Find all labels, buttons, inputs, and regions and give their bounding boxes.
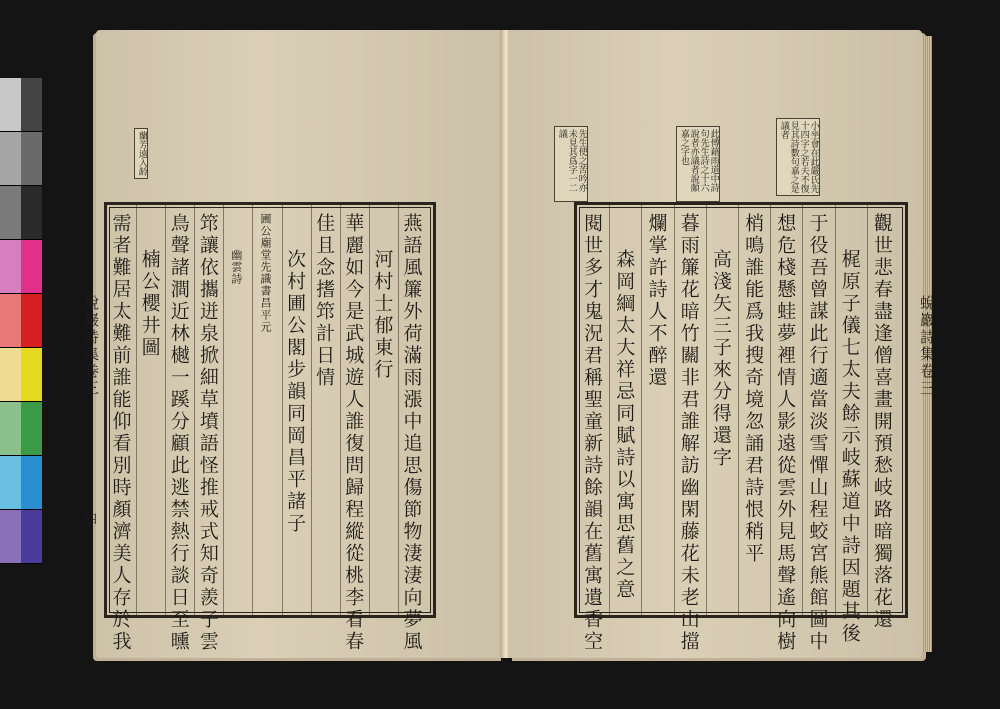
color-calibration-chart (0, 78, 42, 566)
column-rule (252, 205, 253, 615)
text-column: 筇讓依攜迸泉掀細草墳語怪推戒式知奇羨子雲 (196, 213, 219, 653)
text-column: 高淺矢三子來分得還字 (709, 249, 732, 469)
color-swatch (21, 240, 42, 294)
color-swatch (21, 78, 42, 132)
right-gloss-2: 此傅藉雨道中詩句先生詩之十六說者亦議者說頗嘉之字也 (676, 126, 720, 202)
left-text-frame (82, 202, 436, 653)
right-gloss-3: 小坐會在此嚴氏先十四字之若夫不復見其詩數句嘉之是議者 (776, 118, 820, 196)
column-rule (340, 205, 341, 615)
column-rule (641, 205, 642, 615)
color-swatch (21, 510, 42, 564)
text-column: 幽雲詩 (229, 249, 243, 285)
text-column: 河村士郁東行 (371, 249, 394, 381)
text-column: 次村圃公閣步韻同岡昌平諸子 (284, 249, 307, 535)
column-rule (398, 205, 399, 615)
column-rule (311, 205, 312, 615)
color-swatch (0, 78, 21, 132)
text-column: 梶原子儀七太夫餘示岐蘇道中詩因題其後 (838, 249, 861, 645)
left-gloss: 蘭芳遠入龄 (134, 128, 148, 179)
column-rule (223, 205, 224, 615)
text-column: 梢鳴誰能爲我搜奇境忽誦君詩恨稍平 (742, 213, 765, 565)
color-swatch (21, 348, 42, 402)
column-rule (194, 205, 195, 615)
text-column: 楠公櫻井圖 (138, 249, 161, 359)
right-banxin-title: 蛻巖詩集卷三 (918, 295, 936, 397)
right-banxin (915, 205, 937, 615)
color-swatch (0, 456, 21, 510)
text-column: 需者難居太難前誰能仰看別時顏濟美人存於我 (109, 213, 132, 653)
column-rule (609, 205, 610, 615)
right-page (508, 30, 936, 658)
column-rule (738, 205, 739, 615)
text-column: 暮雨簾花暗竹關非君誰解訪幽閑藤花未老山擋 (677, 213, 700, 653)
text-column: 觀世悲春盡逢僧喜畫開預愁岐路暗獨落花還 (870, 213, 893, 631)
color-swatch (21, 402, 42, 456)
column-rule (282, 205, 283, 615)
column-rule (802, 205, 803, 615)
color-swatch (21, 456, 42, 510)
column-rule (835, 205, 836, 615)
page-number: 四 (85, 512, 98, 526)
color-swatch (21, 132, 42, 186)
column-rule (136, 205, 137, 615)
text-column: 佳且念搘筇計日情 (313, 213, 336, 389)
column-rule (369, 205, 370, 615)
open-book (82, 30, 936, 670)
column-rule (706, 205, 707, 615)
text-column: 圃公廟堂先識書昌平元 (259, 213, 272, 333)
color-swatch (0, 402, 21, 456)
left-banxin (79, 205, 101, 615)
text-column: 森岡綱太大祥忌同賦詩以寓思舊之意 (613, 249, 636, 601)
text-column: 爛掌許詩人不醉還 (645, 213, 668, 389)
text-column: 燕語風簾外荷滿雨漲中追思傷節物淒淒向夢風 (400, 213, 423, 653)
right-text-frame (574, 202, 936, 653)
color-swatch (0, 510, 21, 564)
right-gloss-1: 先生使之苦吟亦未見其爲字一二議 (554, 126, 588, 202)
text-column: 鳥聲諸澗近林樾一蹊分顧此逃禁熱行談日至曛 (167, 213, 190, 653)
color-swatch (0, 348, 21, 402)
column-rule (867, 205, 868, 615)
column-rule (165, 205, 166, 615)
text-column: 想危棧懸蛙夢裡情人影遠從雲外見馬聲遙向樹 (774, 213, 797, 653)
text-column: 華麗如今是武城遊人誰復問歸程縱從桃李看春 (342, 213, 365, 653)
color-swatch (0, 132, 21, 186)
text-column: 于役吾曾謀此行適當淡雪憚山程蛟宮熊館圖中 (806, 213, 829, 653)
column-rule (674, 205, 675, 615)
color-swatch (0, 186, 21, 240)
color-swatch (21, 186, 42, 240)
left-page (82, 30, 504, 658)
color-swatch (21, 294, 42, 348)
left-banxin-title: 蛻巖詩集卷三 (82, 295, 100, 397)
color-swatch (0, 294, 21, 348)
text-column: 閱世多才鬼況君稱聖童新詩餘韻在舊寓遺香空 (581, 213, 604, 653)
column-rule (770, 205, 771, 615)
color-swatch (0, 240, 21, 294)
